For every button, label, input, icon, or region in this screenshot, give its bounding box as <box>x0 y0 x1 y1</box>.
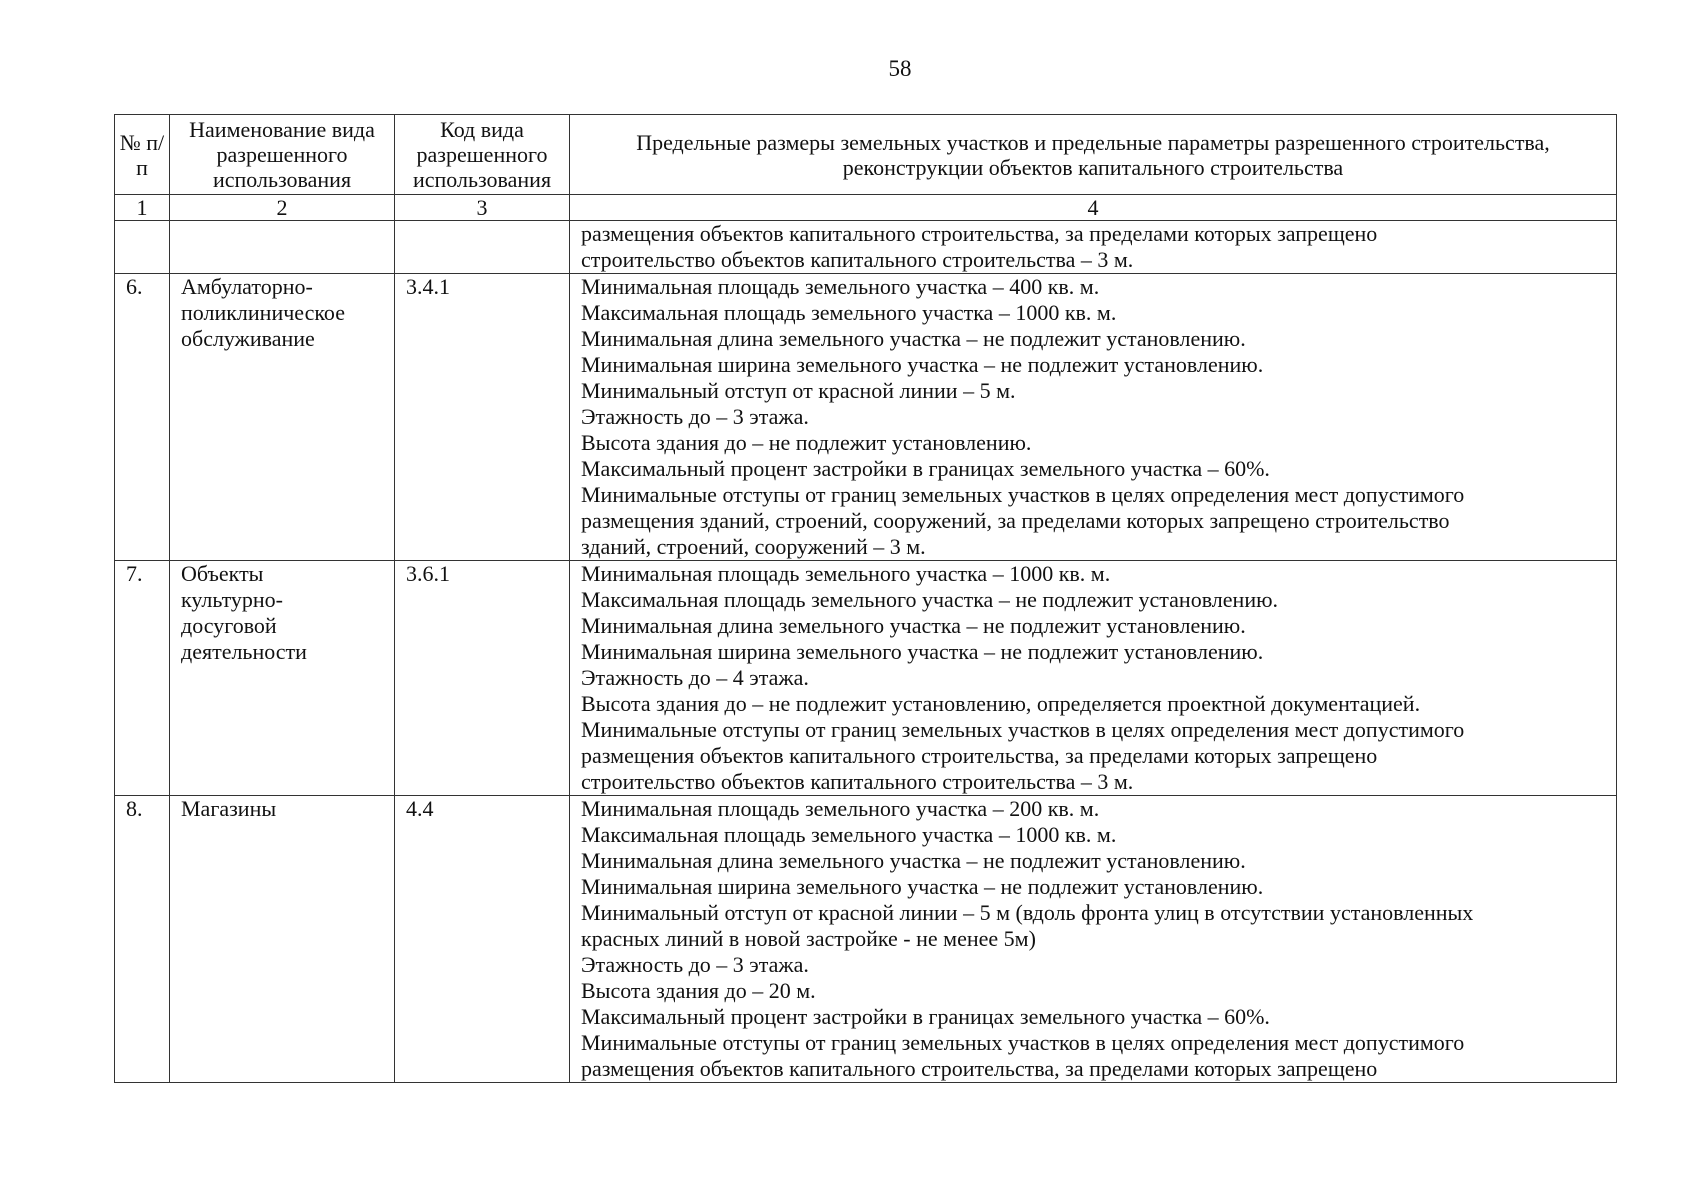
column-number: 2 <box>170 195 395 221</box>
param-line: Высота здания до – не подлежит установлению, определяется проектной документацией. <box>581 691 1421 716</box>
row-use-name <box>170 274 395 561</box>
param-line: Этажность до – 3 этажа. <box>581 404 809 429</box>
regulations-table <box>114 114 1617 1083</box>
param-line: Минимальный отступ от красной линии – 5 м (вдоль фронта улиц в отсутствии установленных <box>581 900 1474 925</box>
row-use-name: Магазины <box>170 796 395 1083</box>
column-number: 3 <box>395 195 570 221</box>
param-line: Максимальная площадь земельного участка – 1000 кв. м. <box>581 300 1117 325</box>
param-line: Максимальная площадь земельного участка – 1000 кв. м. <box>581 822 1117 847</box>
row-params <box>570 274 1617 561</box>
row-params <box>570 796 1617 1083</box>
header-params: Предельные размеры земельных участков и предельные параметры разрешенного строительства, реконструкции объектов капитального строительства <box>570 115 1617 195</box>
param-line: Минимальная длина земельного участка – не подлежит установлению. <box>581 613 1246 638</box>
param-line: Этажность до – 4 этажа. <box>581 665 809 690</box>
row-num: 6. <box>115 274 170 561</box>
param-line: размещения объектов капитального строительства, за пределами которых запрещено <box>581 1056 1378 1081</box>
param-line: Минимальный отступ от красной линии – 5 м. <box>581 378 1016 403</box>
param-line: Минимальная площадь земельного участка – 200 кв. м. <box>581 796 1100 821</box>
param-line: Этажность до – 3 этажа. <box>581 952 809 977</box>
row-num: 8. <box>115 796 170 1083</box>
row-use-name <box>170 561 395 796</box>
param-line: Максимальный процент застройки в границах земельного участка – 60%. <box>581 1004 1270 1029</box>
param-line: Минимальная ширина земельного участка – не подлежит установлению. <box>581 352 1264 377</box>
param-line: Минимальная площадь земельного участка – 400 кв. м. <box>581 274 1100 299</box>
row-use-name-text: Амбулаторно-поликлиническое обслуживание <box>181 274 345 351</box>
param-line: размещения объектов капитального строительства, за пределами которых запрещено <box>581 743 1378 768</box>
column-number: 1 <box>115 195 170 221</box>
param-line: Минимальные отступы от границ земельных участков в целях определения мест допустимого <box>581 1030 1465 1055</box>
column-numbers-row <box>115 195 1617 221</box>
param-line: Максимальная площадь земельного участка – не подлежит установлению. <box>581 587 1279 612</box>
row-use-name-text: Объекты культурно-досуговой деятельности <box>181 561 307 664</box>
page-number: 58 <box>888 56 912 81</box>
row-params <box>570 561 1617 796</box>
param-line: Минимальные отступы от границ земельных участков в целях определения мест допустимого <box>581 717 1465 742</box>
row-num <box>115 221 170 274</box>
row-params <box>570 221 1617 274</box>
param-line: Минимальная длина земельного участка – не подлежит установлению. <box>581 326 1246 351</box>
table-header-row <box>115 115 1617 195</box>
row-use-name <box>170 221 395 274</box>
param-line: Высота здания до – 20 м. <box>581 978 816 1003</box>
param-line: строительство объектов капитального строительства – 3 м. <box>581 247 1134 272</box>
param-line: размещения объектов капитального строительства, за пределами которых запрещено <box>581 221 1378 246</box>
param-line: Минимальная длина земельного участка – не подлежит установлению. <box>581 848 1246 873</box>
table-row <box>115 221 1617 274</box>
param-line: Максимальный процент застройки в границах земельного участка – 60%. <box>581 456 1270 481</box>
param-line: зданий, строений, сооружений – 3 м. <box>581 534 926 559</box>
param-line: размещения зданий, строений, сооружений, за пределами которых запрещено строительство <box>581 508 1450 533</box>
param-line: Минимальная ширина земельного участка – не подлежит установлению. <box>581 874 1264 899</box>
row-use-code: 3.6.1 <box>395 561 570 796</box>
param-line: Минимальная ширина земельного участка – не подлежит установлению. <box>581 639 1264 664</box>
header-num: № п/п <box>115 115 170 195</box>
column-number: 4 <box>570 195 1617 221</box>
header-name: Наименование вида разрешенного использования <box>170 115 395 195</box>
param-line: Высота здания до – не подлежит установлению. <box>581 430 1032 455</box>
table-row <box>115 561 1617 796</box>
row-num: 7. <box>115 561 170 796</box>
table-row <box>115 274 1617 561</box>
header-code: Код вида разрешенного использования <box>395 115 570 195</box>
param-line: Минимальная площадь земельного участка – 1000 кв. м. <box>581 561 1111 586</box>
table-row <box>115 796 1617 1083</box>
row-use-code <box>395 221 570 274</box>
row-use-code: 3.4.1 <box>395 274 570 561</box>
param-line: красных линий в новой застройке - не менее 5м) <box>581 926 1036 951</box>
row-use-code: 4.4 <box>395 796 570 1083</box>
param-line: строительство объектов капитального строительства – 3 м. <box>581 769 1134 794</box>
param-line: Минимальные отступы от границ земельных участков в целях определения мест допустимого <box>581 482 1465 507</box>
